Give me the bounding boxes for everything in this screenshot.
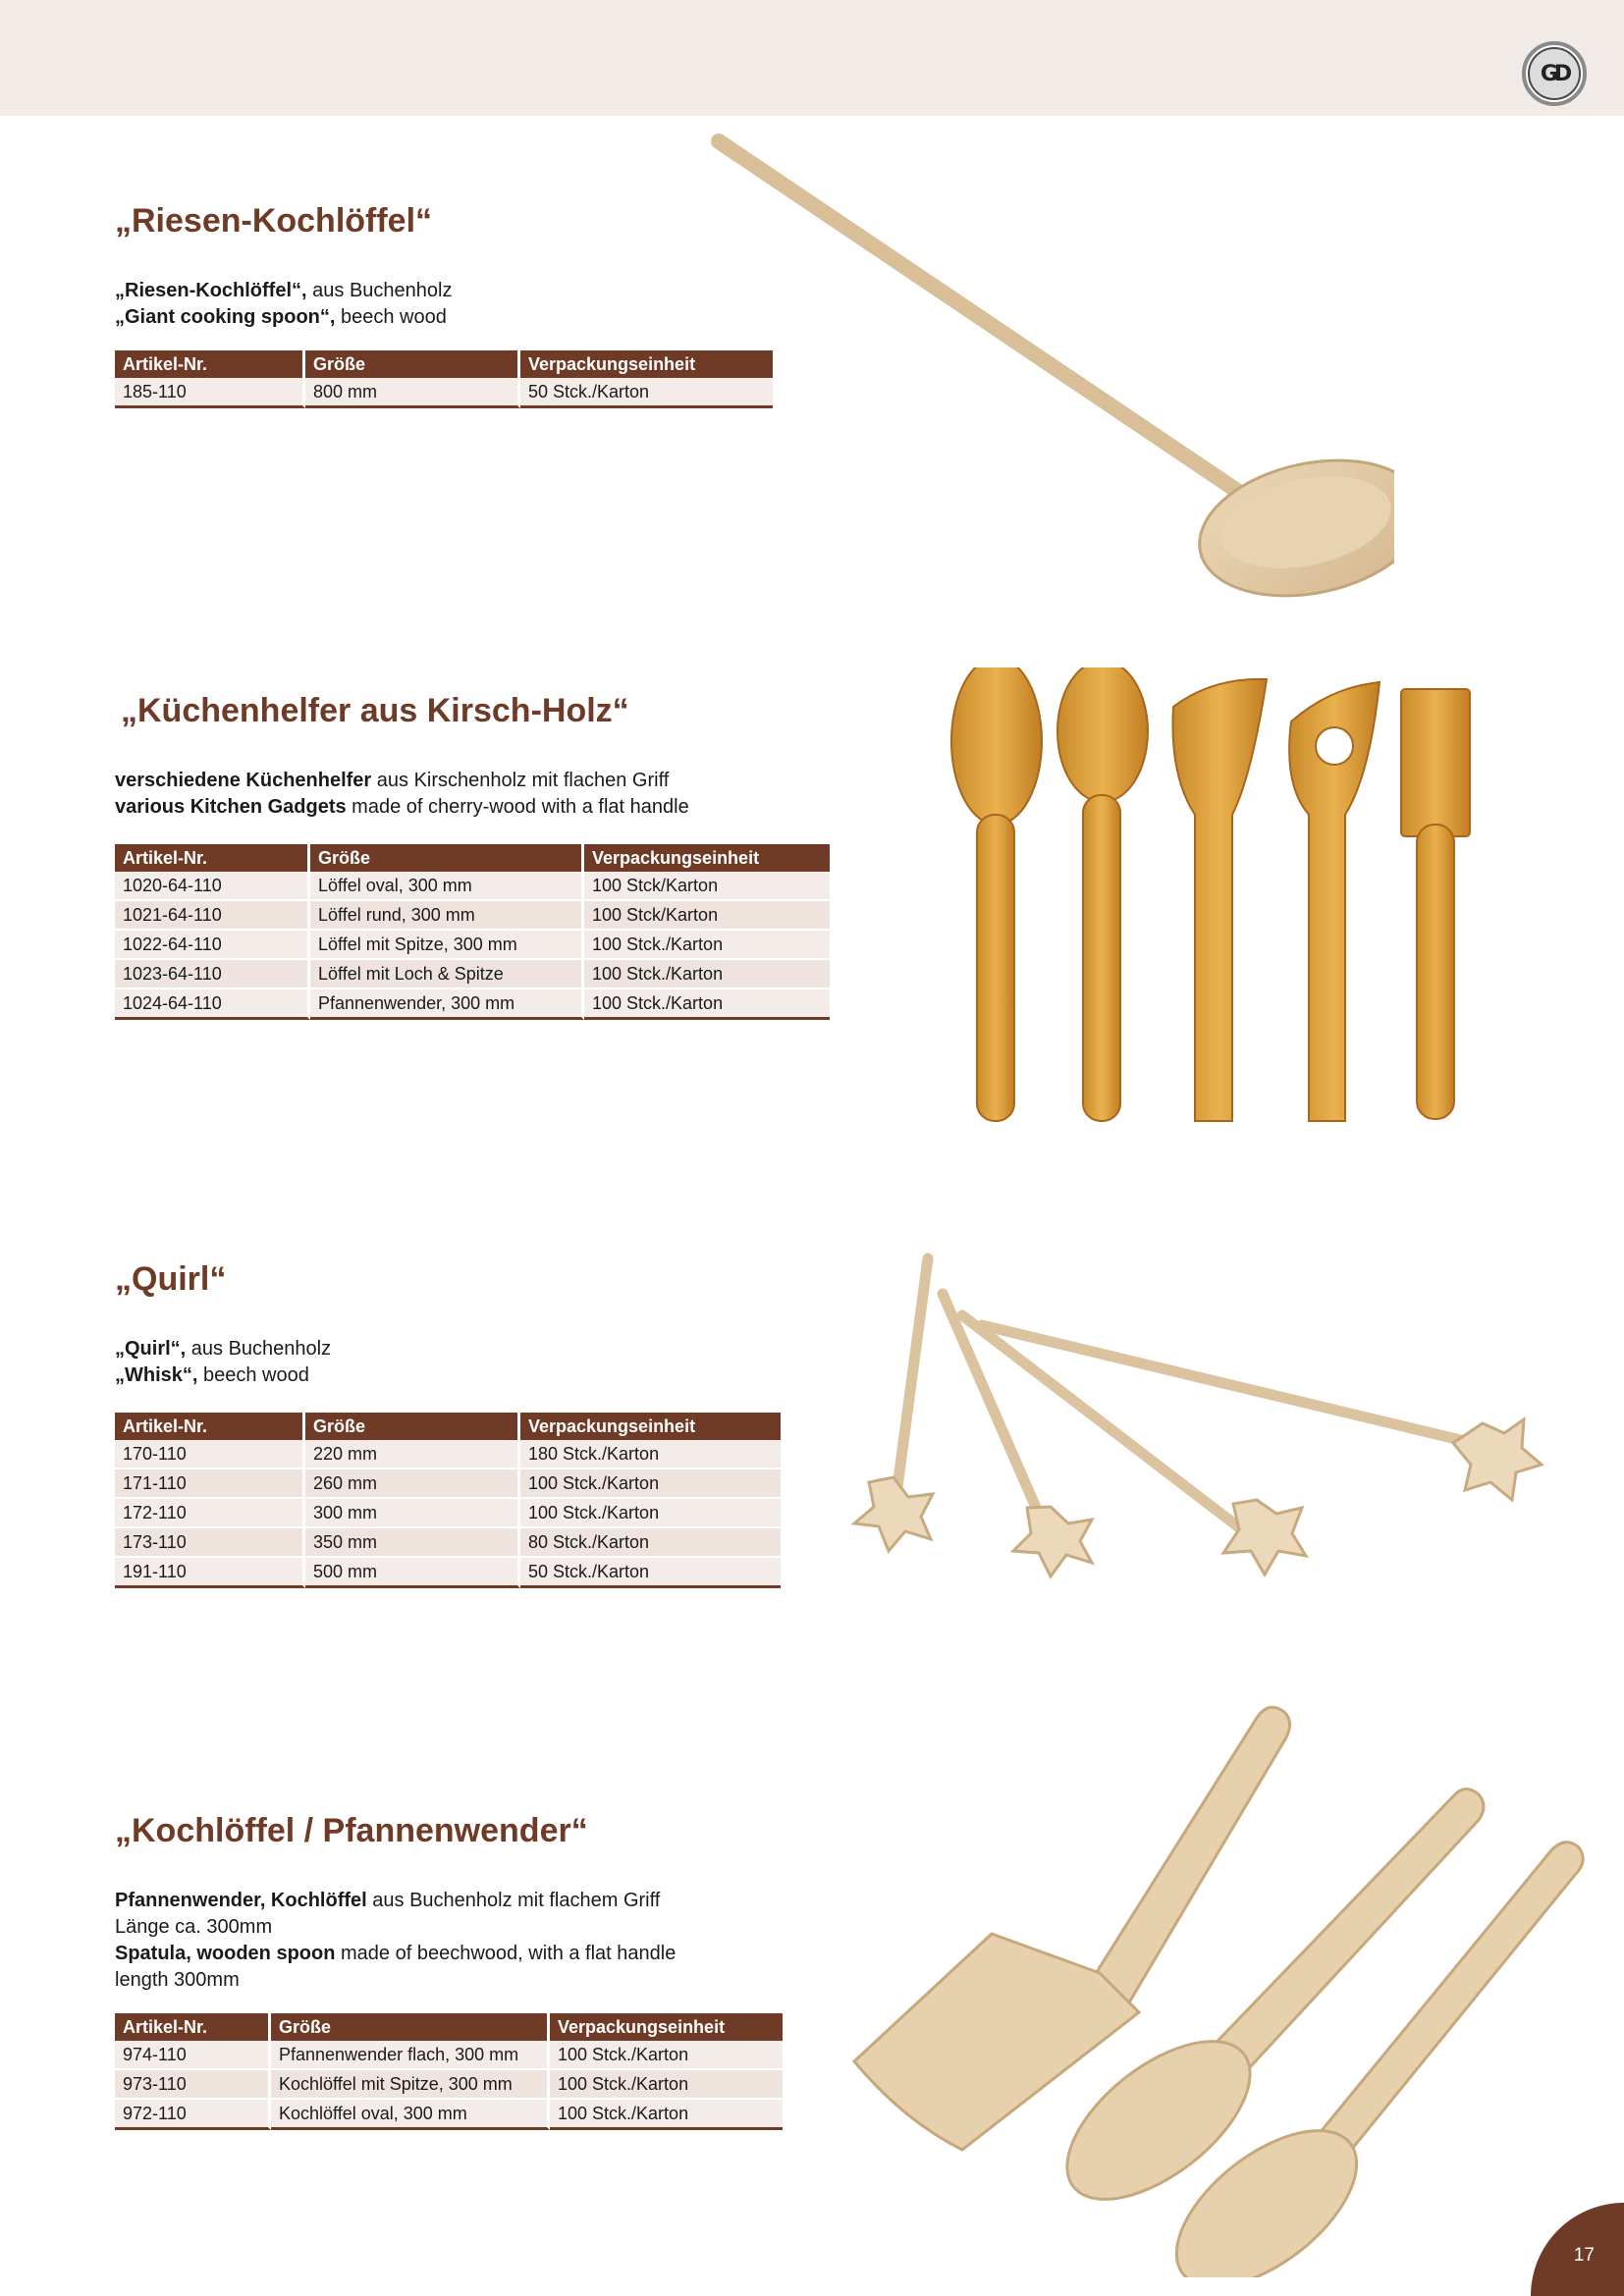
table-header-row	[115, 844, 830, 872]
table-row	[115, 989, 830, 1020]
cell-size: Kochlöffel mit Spitze, 300 mm	[271, 2070, 550, 2100]
section-title: „Kochlöffel / Pfannenwender“	[115, 1812, 588, 1849]
column-header: Verpackungseinheit	[520, 350, 773, 378]
section-quirl	[115, 1259, 781, 1588]
section-title: „Quirl“	[115, 1260, 227, 1298]
cell-packaging: 100 Stck./Karton	[584, 960, 830, 989]
table-row	[115, 1558, 781, 1588]
cell-packaging: 100 Stck./Karton	[550, 2070, 783, 2100]
table-row	[115, 1499, 781, 1528]
cell-article: 1021-64-110	[115, 901, 310, 931]
cell-size: 260 mm	[305, 1469, 520, 1499]
cell-article: 173-110	[115, 1528, 305, 1558]
table-row	[115, 1469, 781, 1499]
table-row	[115, 1440, 781, 1469]
desc-line: Pfannenwender, Kochlöffel aus Buchenholz mit flachem Griff	[115, 1890, 661, 1911]
company-logo	[1522, 41, 1587, 106]
column-header: Größe	[305, 350, 520, 378]
cell-article: 170-110	[115, 1440, 305, 1469]
cell-packaging: 100 Stck/Karton	[584, 872, 830, 901]
table-row	[115, 2041, 783, 2070]
column-header: Größe	[271, 2013, 550, 2041]
section-description	[115, 278, 773, 331]
table-row	[115, 960, 830, 989]
cell-size: Kochlöffel oval, 300 mm	[271, 2100, 550, 2130]
column-header: Verpackungseinheit	[550, 2013, 783, 2041]
product-table	[115, 350, 773, 408]
cell-article: 1023-64-110	[115, 960, 310, 989]
cell-article: 1020-64-110	[115, 872, 310, 901]
section-riesen-kochloeffel	[115, 201, 773, 408]
cell-packaging: 100 Stck./Karton	[584, 989, 830, 1020]
desc-line: „Quirl“, aus Buchenholz	[115, 1338, 332, 1360]
section-description	[115, 768, 830, 821]
cell-size: 220 mm	[305, 1440, 520, 1469]
table-row	[115, 931, 830, 960]
cell-packaging: 100 Stck./Karton	[550, 2100, 783, 2130]
cell-packaging: 100 Stck./Karton	[520, 1469, 781, 1499]
cell-packaging: 100 Stck/Karton	[584, 901, 830, 931]
desc-line: verschiedene Küchenhelfer aus Kirschenholz mit flachen Griff	[115, 770, 670, 791]
cell-packaging: 100 Stck./Karton	[550, 2041, 783, 2070]
cell-article: 171-110	[115, 1469, 305, 1499]
cell-size: Löffel mit Spitze, 300 mm	[310, 931, 584, 960]
table-header-row	[115, 2013, 783, 2041]
column-header: Artikel-Nr.	[115, 1413, 305, 1440]
header-bar	[0, 0, 1624, 116]
giant-spoon-image	[687, 118, 1394, 609]
table-row	[115, 2070, 783, 2100]
cell-size: Löffel rund, 300 mm	[310, 901, 584, 931]
desc-line: length 300mm	[115, 1969, 240, 1991]
cell-article: 974-110	[115, 2041, 271, 2070]
whisk-image	[835, 1247, 1561, 1639]
cell-packaging: 50 Stck./Karton	[520, 378, 773, 408]
product-table	[115, 2013, 783, 2130]
product-table	[115, 1413, 781, 1588]
spatula-spoons-image	[844, 1688, 1591, 2277]
cell-packaging: 180 Stck./Karton	[520, 1440, 781, 1469]
column-header: Größe	[305, 1413, 520, 1440]
section-description	[115, 1888, 783, 1994]
cell-size: Pfannenwender, 300 mm	[310, 989, 584, 1020]
cell-size: Pfannenwender flach, 300 mm	[271, 2041, 550, 2070]
table-row	[115, 872, 830, 901]
cell-article: 172-110	[115, 1499, 305, 1528]
cell-size: Löffel oval, 300 mm	[310, 872, 584, 901]
cell-packaging: 50 Stck./Karton	[520, 1558, 781, 1588]
cell-size: 350 mm	[305, 1528, 520, 1558]
cell-article: 191-110	[115, 1558, 305, 1588]
cell-article: 1024-64-110	[115, 989, 310, 1020]
cell-size: 800 mm	[305, 378, 520, 408]
column-header: Verpackungseinheit	[584, 844, 830, 872]
table-row	[115, 1528, 781, 1558]
table-header-row	[115, 350, 773, 378]
column-header: Artikel-Nr.	[115, 350, 305, 378]
desc-line: „Whisk“, beech wood	[115, 1364, 309, 1386]
section-title: „Küchenhelfer aus Kirsch-Holz“	[121, 692, 629, 729]
column-header: Artikel-Nr.	[115, 2013, 271, 2041]
section-kuechenhelfer	[115, 691, 830, 1020]
cell-packaging: 100 Stck./Karton	[584, 931, 830, 960]
table-header-row	[115, 1413, 781, 1440]
table-row	[115, 2100, 783, 2130]
cell-article: 973-110	[115, 2070, 271, 2100]
column-header: Größe	[310, 844, 584, 872]
desc-line: Spatula, wooden spoon made of beechwood, with a flat handle	[115, 1943, 677, 1964]
cell-size: Löffel mit Loch & Spitze	[310, 960, 584, 989]
cell-size: 500 mm	[305, 1558, 520, 1588]
cell-article: 185-110	[115, 378, 305, 408]
desc-line: Länge ca. 300mm	[115, 1916, 273, 1938]
cell-article: 1022-64-110	[115, 931, 310, 960]
column-header: Artikel-Nr.	[115, 844, 310, 872]
cell-size: 300 mm	[305, 1499, 520, 1528]
section-kochloeffel-pfannenwender	[115, 1811, 783, 2130]
cell-packaging: 80 Stck./Karton	[520, 1528, 781, 1558]
table-row	[115, 901, 830, 931]
section-description	[115, 1336, 781, 1389]
column-header: Verpackungseinheit	[520, 1413, 781, 1440]
desc-line: various Kitchen Gadgets made of cherry-wood with a flat handle	[115, 796, 689, 818]
desc-line: „Riesen-Kochlöffel“, aus Buchenholz	[115, 280, 453, 301]
cell-article: 972-110	[115, 2100, 271, 2130]
section-title: „Riesen-Kochlöffel“	[115, 202, 433, 240]
table-row	[115, 378, 773, 408]
logo-mark: GD	[1528, 47, 1581, 100]
desc-line: „Giant cooking spoon“, beech wood	[115, 306, 447, 328]
product-table	[115, 844, 830, 1020]
cherry-wood-utensils-image	[938, 667, 1488, 1158]
page-number: 17	[1573, 2245, 1595, 2266]
cell-packaging: 100 Stck./Karton	[520, 1499, 781, 1528]
